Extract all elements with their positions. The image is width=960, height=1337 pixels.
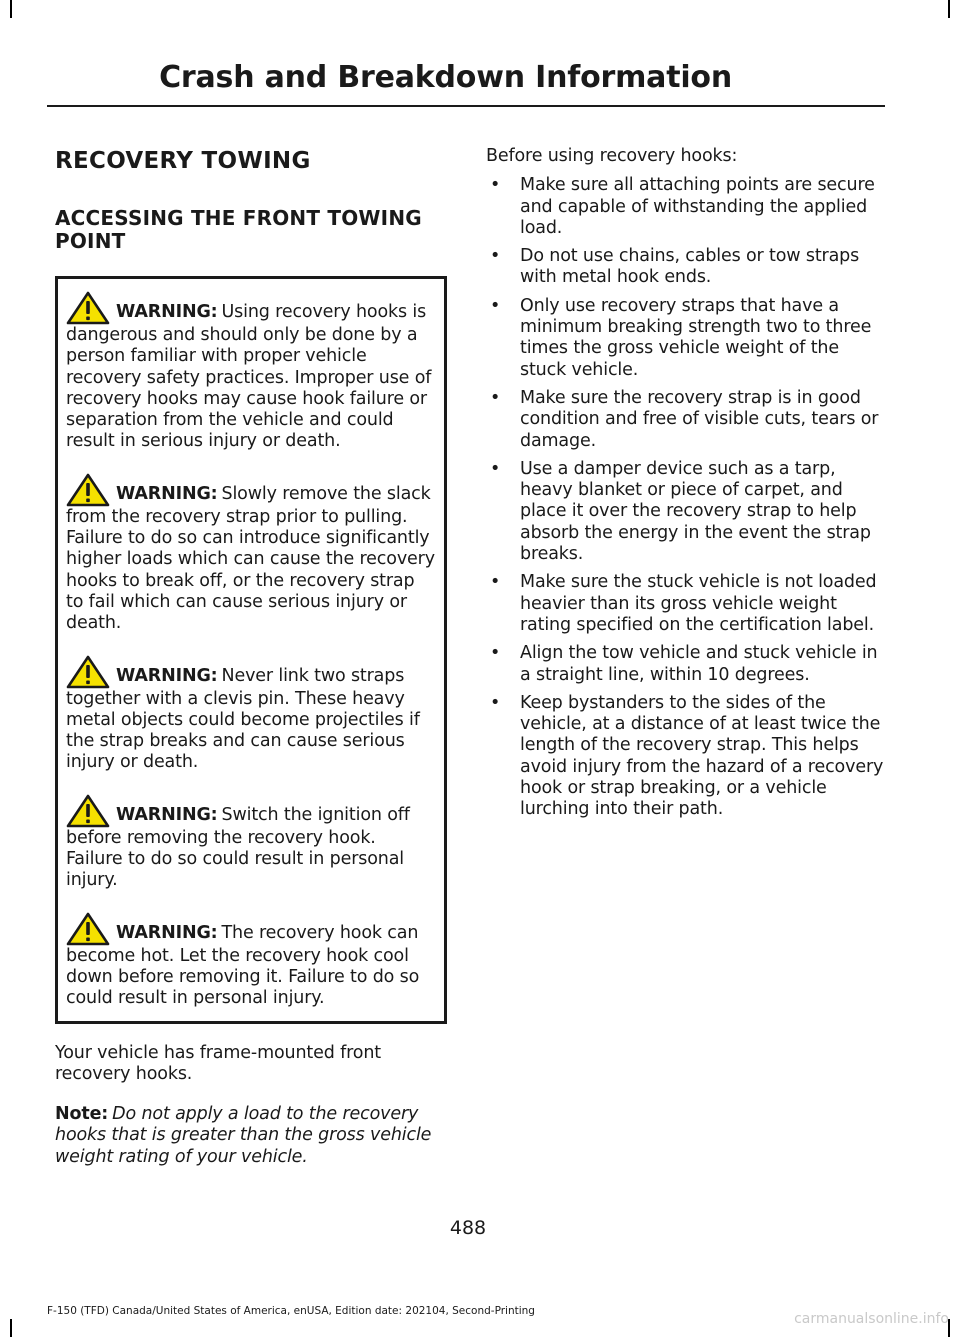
list-item — [486, 572, 886, 636]
warning-label: WARNING: — [116, 302, 218, 322]
note-text: Do not apply a load to the recovery hooks that is greater than the gross vehicle weight rating of your vehicle. — [55, 1104, 432, 1167]
warning-label: WARNING: — [116, 804, 218, 825]
warning-item — [66, 655, 436, 774]
left-column — [55, 146, 447, 1168]
bullet-marker: • — [490, 295, 501, 316]
right-column — [486, 146, 886, 828]
warning-triangle-icon — [66, 655, 110, 689]
precaution-list — [486, 175, 886, 820]
list-item-text: Make sure the stuck vehicle is not loaded heavier than its gross vehicle weight rating specified on the certification label. — [520, 572, 877, 635]
list-item — [486, 175, 886, 239]
warning-item — [66, 473, 436, 635]
crop-mark-bottom-left — [10, 1319, 12, 1337]
list-item — [486, 459, 886, 565]
bullet-marker: • — [490, 692, 501, 713]
section-title: RECOVERY TOWING — [55, 148, 311, 174]
warning-item — [66, 794, 436, 892]
header-divider — [47, 105, 885, 107]
page-number: 488 — [449, 1217, 487, 1239]
list-item-text: Keep bystanders to the sides of the vehicle, at a distance of at least twice the length of the recovery strap. This helps avoid injury from the hazard of a recovery hook or strap breaking, or a vehicle lurching into their path. — [520, 692, 884, 820]
warning-triangle-icon — [66, 291, 110, 325]
watermark-text: carmanualsonline.info — [794, 1311, 949, 1327]
list-item — [486, 643, 886, 686]
list-item — [486, 693, 886, 821]
list-item — [486, 296, 886, 381]
bullet-marker: • — [490, 387, 501, 408]
list-item — [486, 388, 886, 452]
list-item-text: Make sure the recovery strap is in good condition and free of visible cuts, tears or damage. — [520, 387, 879, 451]
warning-triangle-icon — [66, 794, 110, 828]
warning-item — [66, 291, 436, 453]
warning-text: Using recovery hooks is dangerous and should only be done by a person familiar with proper vehicle recovery safety practices. Improper use of recovery hooks may cause hook failure or separation from the vehicle and could result in serious injury or death. — [66, 302, 432, 452]
warning-text: Switch the ignition off before removing the recovery hook. Failure to do so could result in personal injury. — [66, 804, 410, 891]
warning-text: Slowly remove the slack from the recovery strap prior to pulling. Failure to do so can introduce significantly higher loads which can cause the recovery hooks to break off, or the recovery strap to fail which can cause serious injury or death. — [66, 483, 435, 634]
warning-text: Never link two straps together with a clevis pin. These heavy metal objects could become projectiles if the strap breaks and can cause serious injury or death. — [66, 665, 420, 773]
warning-label: WARNING: — [116, 922, 218, 943]
page-header-title: Crash and Breakdown Information — [159, 60, 732, 95]
warning-label: WARNING: — [116, 483, 218, 504]
note-label: Note: — [55, 1104, 109, 1125]
warning-box — [55, 276, 447, 1024]
bullet-list-intro: Before using recovery hooks: — [486, 146, 738, 166]
list-item-text: Do not use chains, cables or tow straps with metal hook ends. — [520, 246, 860, 288]
list-item-text: Make sure all attaching points are secure and capable of withstanding the applied load. — [520, 175, 875, 238]
footer-edition-info: F-150 (TFD) Canada/United States of America, enUSA, Edition date: 202104, Second-Printing — [47, 1305, 535, 1317]
bullet-marker: • — [490, 175, 501, 196]
crop-mark-top-left — [10, 0, 12, 18]
list-item-text: Use a damper device such as a tarp, heavy blanket or piece of carpet, and place it over the recovery strap to help absorb the energy in the event the strap breaks. — [520, 458, 871, 565]
warning-label: WARNING: — [116, 665, 218, 686]
list-item — [486, 246, 886, 289]
crop-mark-top-right — [948, 0, 950, 18]
body-paragraph: Your vehicle has frame-mounted front recovery hooks. — [55, 1042, 381, 1084]
bullet-marker: • — [490, 572, 501, 593]
warning-item — [66, 912, 436, 1010]
bullet-marker: • — [490, 643, 501, 664]
list-item-text: Only use recovery straps that have a minimum breaking strength two to three times the gross vehicle weight of the stuck vehicle. — [520, 295, 872, 380]
warning-triangle-icon — [66, 473, 110, 507]
bullet-marker: • — [490, 246, 501, 267]
note-paragraph — [55, 1104, 447, 1168]
warning-text: The recovery hook can become hot. Let the recovery hook cool down before removing it. Failure to do so could result in personal injury. — [66, 922, 420, 1009]
warning-triangle-icon — [66, 912, 110, 946]
bullet-marker: • — [490, 458, 501, 479]
subsection-title: ACCESSING THE FRONT TOWING POINT — [55, 206, 422, 253]
list-item-text: Align the tow vehicle and stuck vehicle in a straight line, within 10 degrees. — [520, 643, 878, 685]
